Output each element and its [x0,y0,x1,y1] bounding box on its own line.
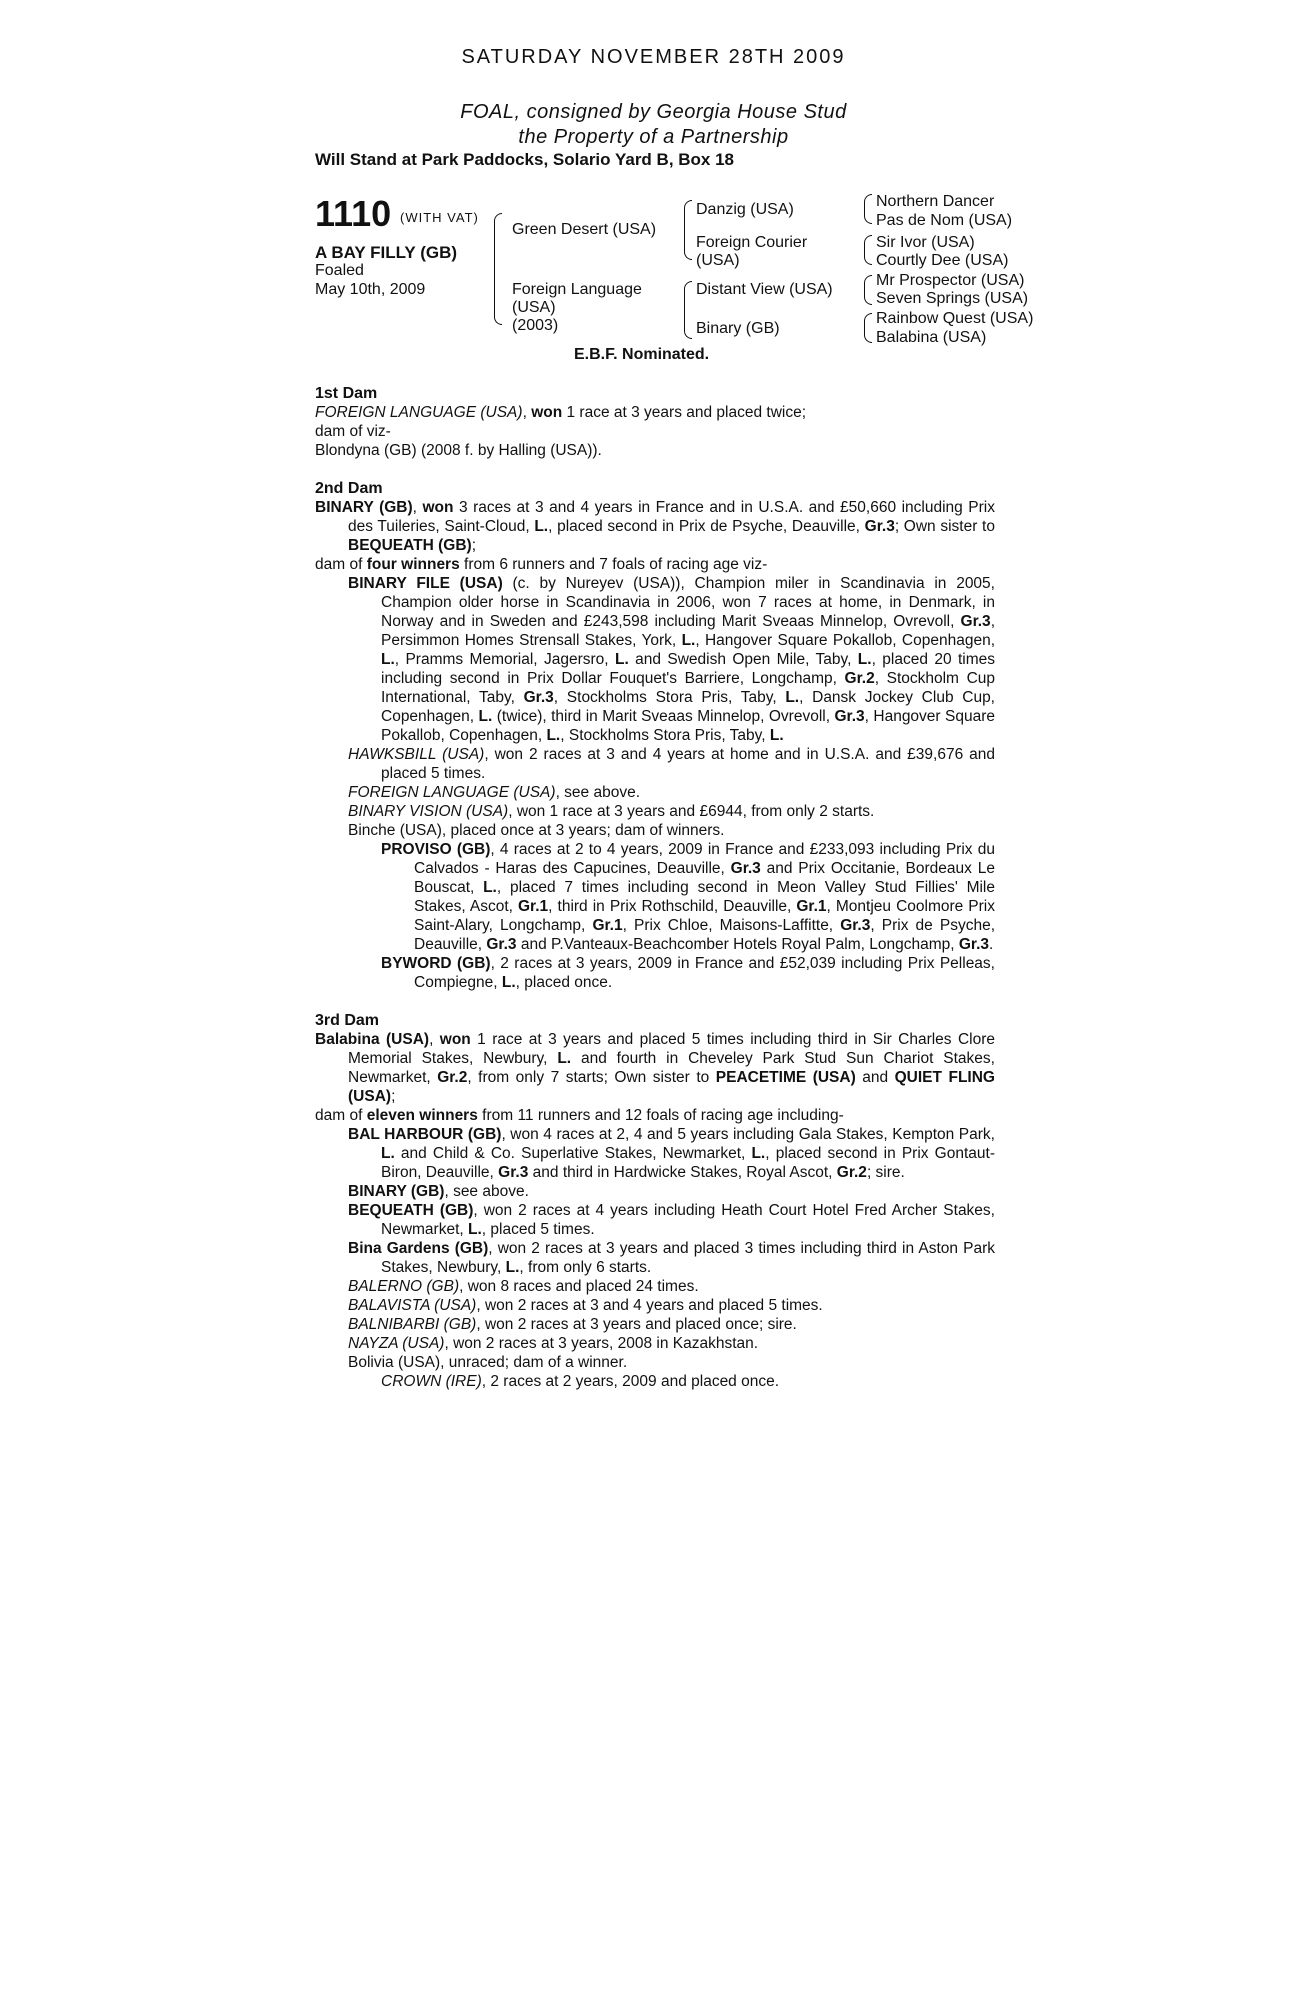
progeny-crown: CROWN (IRE), 2 races at 2 years, 2009 and placed once. [381,1373,780,1390]
pedigree-sdd: Courtly Dee (USA) [876,252,1009,269]
pedigree-dds: Rainbow Quest (USA) [876,310,1034,327]
pedigree-brace-dam [684,281,692,339]
pedigree-dam-sire: Distant View (USA) [696,281,833,298]
first-dam-heading: 1st Dam [315,385,378,402]
pedigree-brace-ss [864,194,872,224]
pedigree-sire-dam-line1: Foreign Courier [696,234,808,251]
progeny-binary-file: BINARY FILE (USA) (c. by Nureyev (USA)), Champion miler in Scandinavia in 2005, Champion older horse in Scandinavia in 2006, won 7 races at home, in Denmark, in Norway and in Sweden and £243,598 including Marit Sveaas Minnelop, Ovrevoll, Gr.3, Persimmon Homes Strensall Stakes, York, L., Hangover Square Pokallob, Copenhagen, L., Pramms Memorial, Jagersro, L. and Swedish Open Mile, Taby, L., placed 20 times including second in Prix Dollar Fouquet's Barriere, Longchamp, Gr.2, Stockholm Cup International, Taby, Gr.3, Stockholms Stora Pris, Taby, L., Dansk Jockey Club Cup, Copenhagen, L. (twice), third in Marit Sveaas Minnelop, Ovrevoll, Gr.3, Hangover Square Pokallob, Copenhagen, L., Stockholms Stora Pris, Taby, L. [348,575,996,744]
pedigree-dss: Mr Prospector (USA) [876,272,1025,289]
property-line: the Property of a Partnership [518,126,789,148]
progeny-nayza: NAYZA (USA), won 2 races at 3 years, 2008 in Kazakhstan. [348,1335,759,1352]
pedigree-dam-dam: Binary (GB) [696,320,780,337]
progeny-balnibarbi: BALNIBARBI (GB), won 2 races at 3 years and placed once; sire. [348,1316,797,1333]
first-dam-entry: FOREIGN LANGUAGE (USA), won 1 race at 3 years and placed twice; [315,404,807,421]
pedigree-dam-line3: (2003) [512,317,559,334]
progeny-foreign-language: FOREIGN LANGUAGE (USA), see above. [348,784,641,801]
third-dam-damof: dam of eleven winners from 11 runners and 12 foals of racing age including- [315,1107,844,1124]
stand-location: Will Stand at Park Paddocks, Solario Yard B, Box 18 [315,150,735,169]
pedigree-ssd: Pas de Nom (USA) [876,212,1013,229]
progeny-binche: Binche (USA), placed once at 3 years; dam of winners. [348,822,725,839]
first-dam-offspring: Blondyna (GB) (2008 f. by Halling (USA)). [315,442,602,459]
pedigree-dam-line1: Foreign Language [512,281,642,298]
third-dam-entry: Balabina (USA), won 1 race at 3 years and placed 5 times including third in Sir Charles Clore Memorial Stakes, Newbury, L. and fourth in Cheveley Park Stud Sun Chariot Stakes, Newmarket, Gr.2, from only 7 starts; Own sister to PEACETIME (USA) and QUIET FLING (USA); [315,1031,995,1105]
progeny-hawksbill: HAWKSBILL (USA), won 2 races at 3 and 4 years at home and in U.S.A. and £39,676 and placed 5 times. [348,746,996,782]
foaled-label: Foaled [315,262,364,279]
progeny-binary: BINARY (GB), see above. [348,1183,529,1200]
progeny-bina-gardens: Bina Gardens (GB), won 2 races at 3 years and placed 3 times including third in Aston Park Stakes, Newbury, L., from only 6 starts. [348,1240,995,1276]
lot-number: 1110 [315,193,392,234]
pedigree-dsd: Seven Springs (USA) [876,290,1029,307]
pedigree-brace-gen1 [494,213,502,325]
progeny-balerno: BALERNO (GB), won 8 races and placed 24 times. [348,1278,699,1295]
second-dam-damof: dam of four winners from 6 runners and 7 foals of racing age viz- [315,556,768,573]
progeny-byword: BYWORD (GB), 2 races at 3 years, 2009 in France and £52,039 including Prix Pelleas, Compiegne, L., placed once. [381,955,995,991]
pedigree-brace-sire [684,200,692,260]
pedigree-brace-ds [864,275,872,305]
produce-record [315,384,995,1391]
foaled-date: May 10th, 2009 [315,281,426,298]
sale-date: SATURDAY NOVEMBER 28TH 2009 [461,46,846,68]
progeny-balavista: BALAVISTA (USA), won 2 races at 3 and 4 years and placed 5 times. [348,1297,823,1314]
pedigree-brace-dd [864,313,872,343]
second-dam-entry: BINARY (GB), won 3 races at 3 and 4 years in France and in U.S.A. and £50,660 including Prix des Tuileries, Saint-Cloud, L., placed second in Prix de Psyche, Deauville, Gr.3; Own sister to BEQUEATH (GB); [315,499,995,554]
progeny-proviso: PROVISO (GB), 4 races at 2 to 4 years, 2009 in France and £233,093 including Prix du Calvados - Haras des Capucines, Deauville, Gr.3 and Prix Occitanie, Bordeaux Le Bouscat, L., placed 7 times including second in Meon Valley Stud Fillies' Mile Stakes, Ascot, Gr.1, third in Prix Rothschild, Deauville, Gr.1, Montjeu Coolmore Prix Saint-Alary, Longchamp, Gr.1, Prix Chloe, Maisons-Laffitte, Gr.3, Prix de Psyche, Deauville, Gr.3 and P.Vanteaux-Beachcomber Hotels Royal Palm, Longchamp, Gr.3. [381,841,996,953]
pedigree-brace-sd [864,235,872,265]
vat-note: (WITH VAT) [400,210,479,225]
progeny-binary-vision: BINARY VISION (USA), won 1 race at 3 years and £6944, from only 2 starts. [348,803,875,820]
lot-title: A BAY FILLY (GB) [315,243,458,262]
first-dam-damof: dam of viz- [315,423,391,440]
first-dam-name: FOREIGN LANGUAGE (USA) [315,404,523,421]
progeny-bequeath: BEQUEATH (GB), won 2 races at 4 years including Heath Court Hotel Fred Archer Stakes, Newmarket, L., placed 5 times. [348,1202,995,1238]
ebf-nomination: E.B.F. Nominated. [574,346,710,363]
second-dam-heading: 2nd Dam [315,480,383,497]
pedigree-ddd: Balabina (USA) [876,329,987,346]
progeny-bal-harbour: BAL HARBOUR (GB), won 4 races at 2, 4 and 5 years including Gala Stakes, Kempton Park, L. and Child & Co. Superlative Stakes, Newmarket, L., placed second in Prix Gontaut-Biron, Deauville, Gr.3 and third in Hardwicke Stakes, Royal Ascot, Gr.2; sire. [348,1126,995,1181]
pedigree-sds: Sir Ivor (USA) [876,234,975,251]
progeny-bolivia: Bolivia (USA), unraced; dam of a winner. [348,1354,628,1371]
pedigree-sire: Green Desert (USA) [512,221,657,238]
pedigree-sire-sire: Danzig (USA) [696,201,794,218]
pedigree-sss: Northern Dancer [876,193,995,210]
pedigree-sire-dam-line2: (USA) [696,252,740,269]
pedigree-dam-line2: (USA) [512,299,556,316]
third-dam-heading: 3rd Dam [315,1012,380,1029]
consignor-line: FOAL, consigned by Georgia House Stud [460,101,847,123]
